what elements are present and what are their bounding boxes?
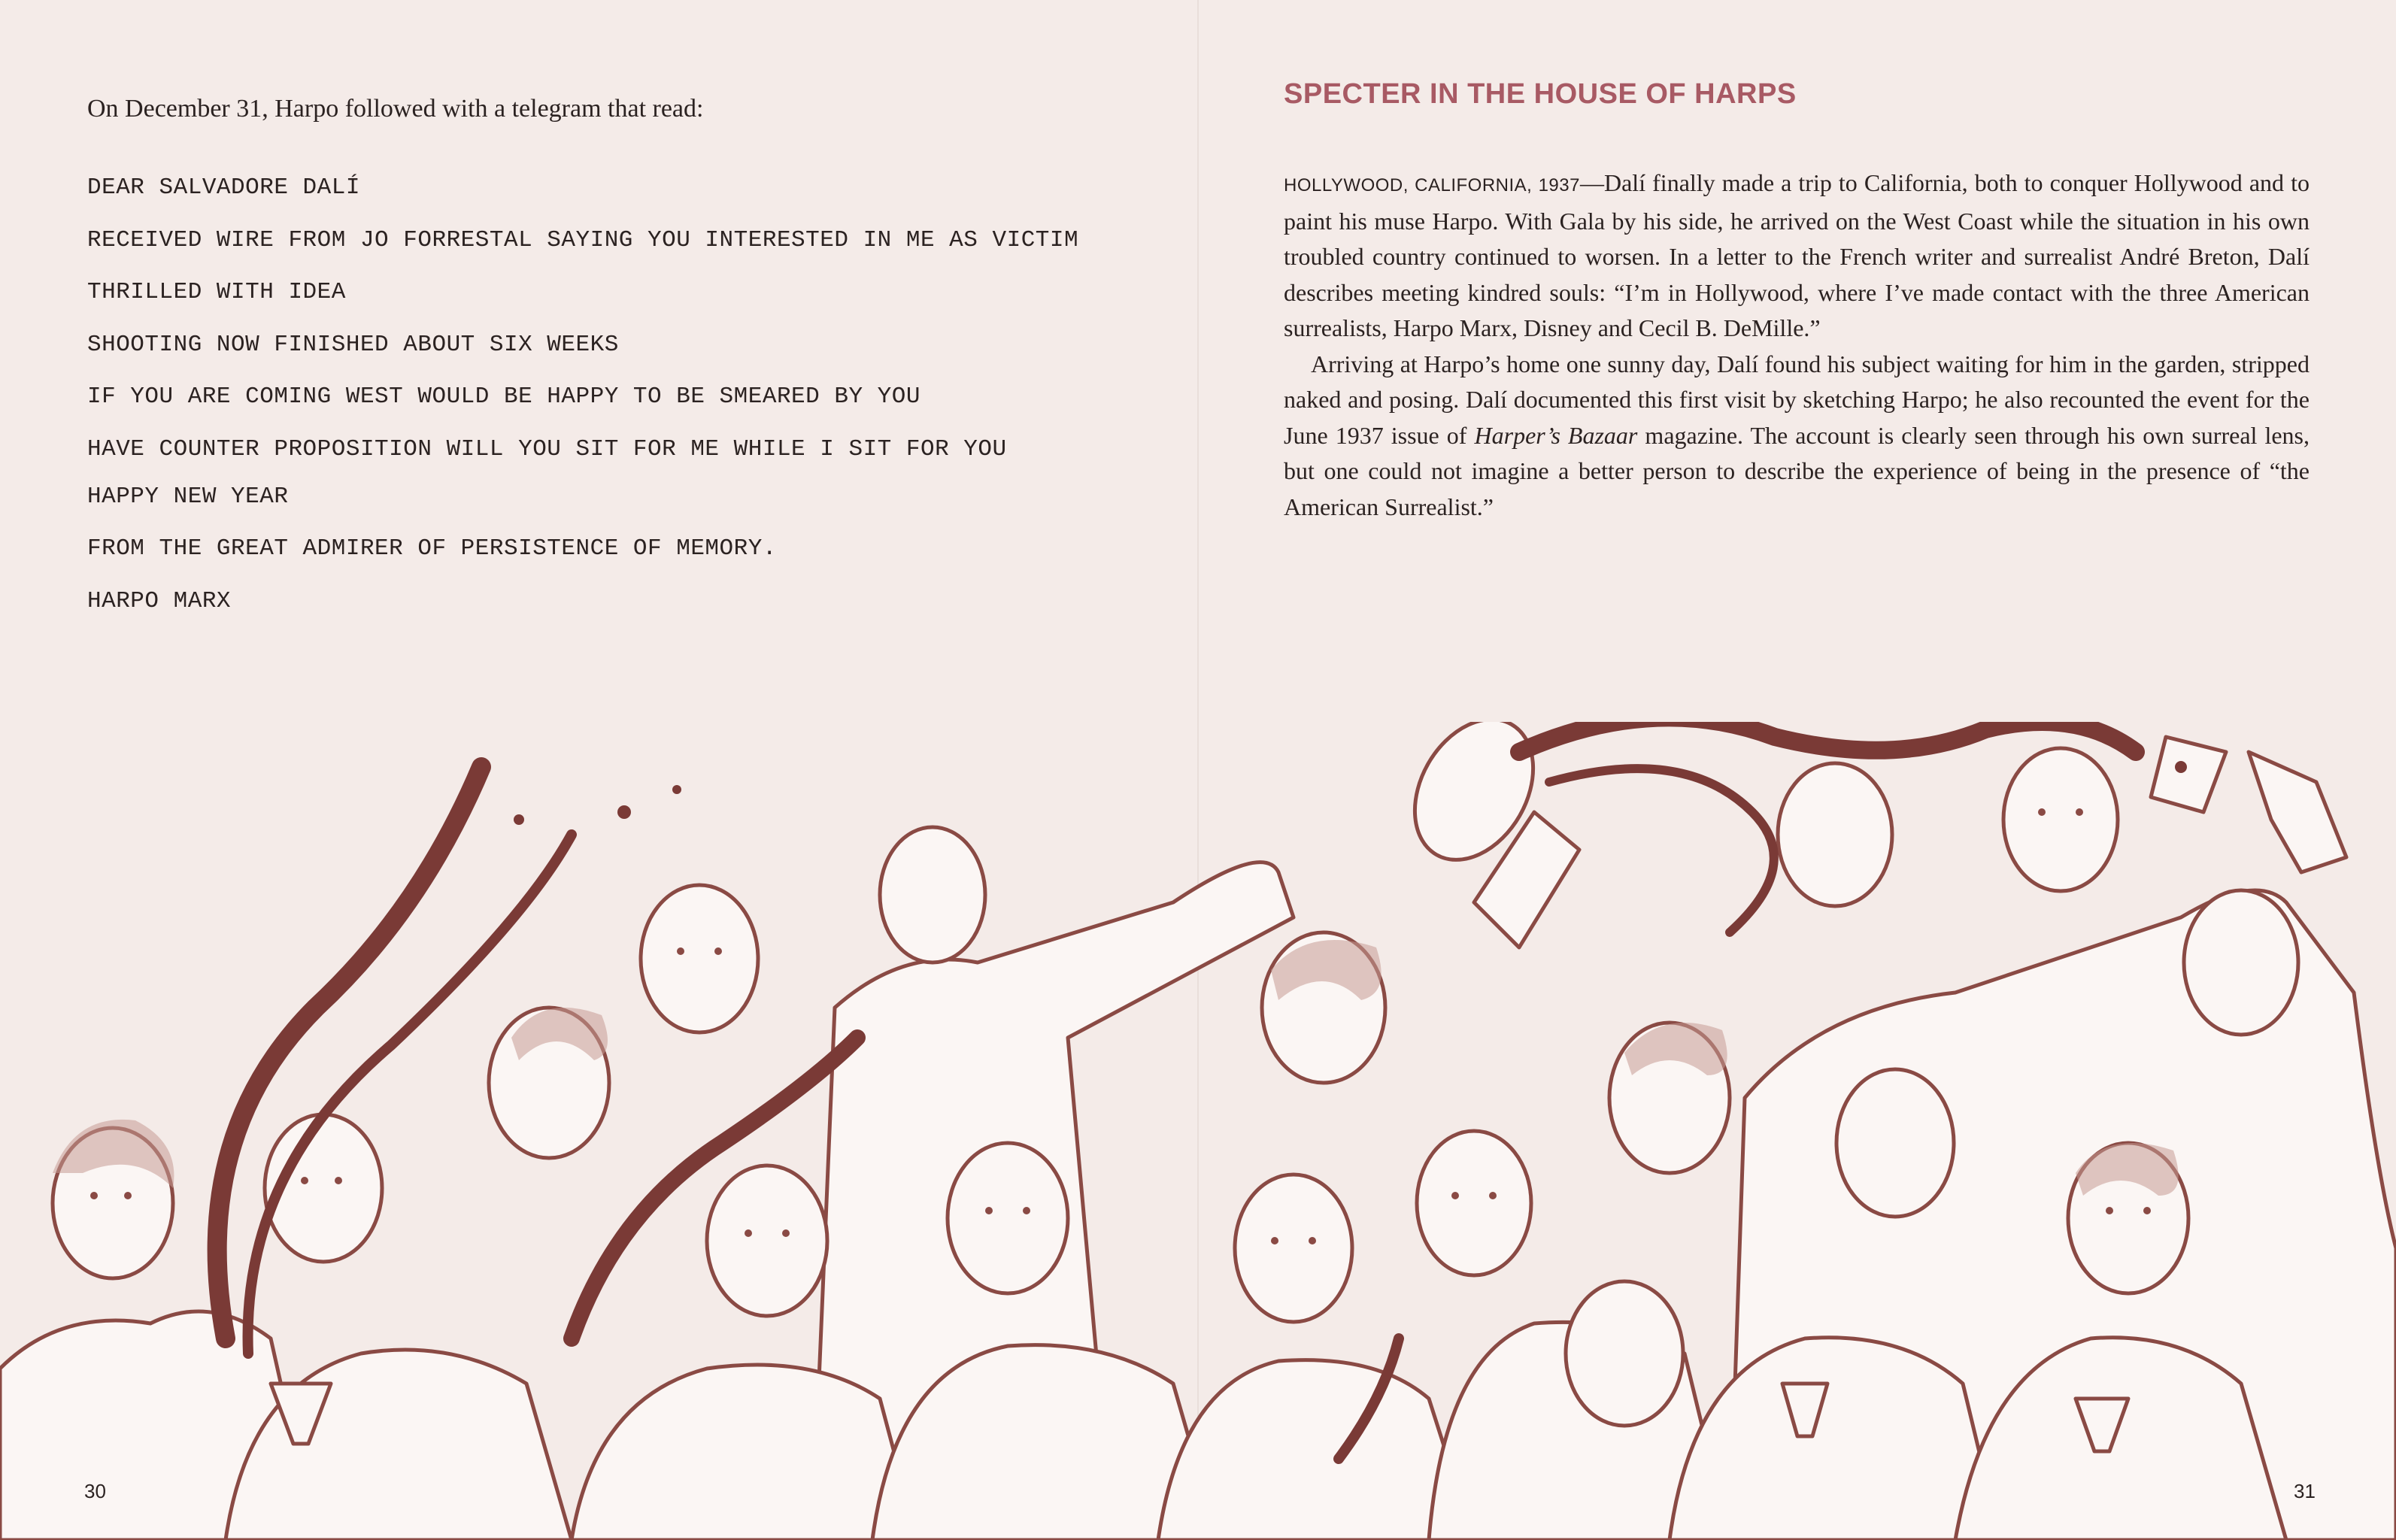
telegram-line: HAVE COUNTER PROPOSITION WILL YOU SIT FOR ME WHILE I SIT FOR YOU bbox=[87, 436, 1007, 462]
telegram-line: HAPPY NEW YEAR bbox=[87, 484, 289, 510]
page-number-left: 30 bbox=[84, 1480, 106, 1502]
telegram-line: DEAR SALVADORE DALÍ bbox=[87, 174, 360, 201]
dateline: HOLLYWOOD, CALIFORNIA, 1937 bbox=[1284, 175, 1580, 196]
paragraph-2-text-a: Arriving at Harpo’s home one sunny day, Dalí found his subject waiting for him in the garden, stripped naked and posing. Dalí documented this first visit by sketching Harpo; he also recounted the event for the June 1937 issue of bbox=[1284, 350, 2310, 449]
paragraph-2-text-b: magazine. The account is clearly seen through his own surreal lens, but one could not imagine a better person to describe the experience of being in the presence of “the American Surrealist.” bbox=[1284, 421, 2310, 520]
telegram-signature: HARPO MARX bbox=[87, 588, 232, 614]
telegram-line: FROM THE GREAT ADMIRER OF PERSISTENCE OF MEMORY. bbox=[87, 535, 777, 562]
section-heading: SPECTER IN THE HOUSE OF HARPS bbox=[1284, 78, 1797, 110]
paragraph-2 bbox=[1284, 347, 2310, 526]
party-crowd-illustration bbox=[0, 722, 2396, 1540]
telegram-text bbox=[87, 0, 1140, 677]
body-text bbox=[1284, 165, 2310, 525]
page-number-right: 31 bbox=[2294, 1480, 2316, 1502]
paragraph-1-text: —Dalí finally made a trip to California, both to conquer Hollywood and to paint his muse Harpo. With Gala by his side, he arrived on the West Coast while the situation in his own troubled country continued to worsen. In a letter to the French writer and surrealist André Breton, Dalí describes meeting kindred souls: “I’m in Hollywood, where I’ve made contact with the three American surrealists, Harpo Marx, Disney and Cecil B. DeMille.” bbox=[1284, 169, 2310, 341]
telegram-line: THRILLED WITH IDEA bbox=[87, 279, 346, 305]
telegram-line: RECEIVED WIRE FROM JO FORRESTAL SAYING YOU INTERESTED IN ME AS VICTIM bbox=[87, 227, 1079, 253]
magazine-title: Harper’s Bazaar bbox=[1474, 421, 1638, 449]
telegram-line: IF YOU ARE COMING WEST WOULD BE HAPPY TO BE SMEARED BY YOU bbox=[87, 383, 920, 410]
paragraph-1 bbox=[1284, 165, 2310, 347]
telegram-intro: On December 31, Harpo followed with a telegram that read: bbox=[87, 95, 704, 123]
telegram-line: SHOOTING NOW FINISHED ABOUT SIX WEEKS bbox=[87, 332, 619, 358]
